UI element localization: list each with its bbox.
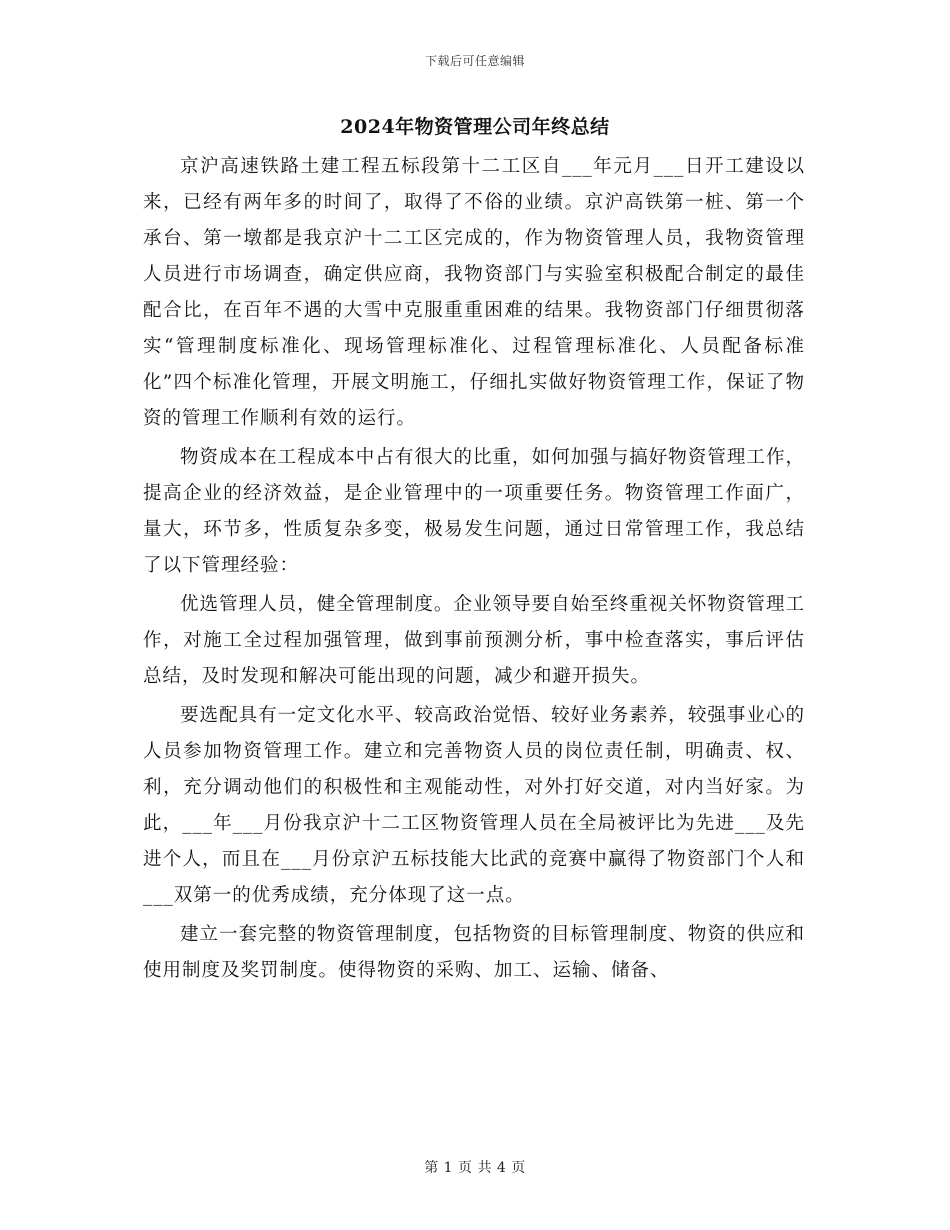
paragraph-intro: 京沪高速铁路土建工程五标段第十二工区自___年元月___日开工建设以来，已经有两年多的时间了，取得了不俗的业绩。京沪高铁第一桩、第一个承台、第一墩都是我京沪十二工区完成的，作为物资管理人员，我物资管理人员进行市场调查，确定供应商，我物资部门与实验室积极配合制定的最佳配合比，在百年不遇的大雪中克服重重困难的结果。我物资部门仔细贯彻落实“管理制度标准化、现场管理标准化、过程管理标准化、人员配备标准化”四个标准化管理，开展文明施工，仔细扎实做好物资管理工作，保证了物资的管理工作顺利有效的运行。 — [143, 156, 805, 429]
paragraph-system: 建立一套完整的物资管理制度，包括物资的目标管理制度、物资的供应和使用制度及奖罚制度。使得物资的采购、加工、运输、储备、 — [143, 924, 805, 981]
page-header-note: 下载后可任意编辑 — [424, 54, 525, 68]
paragraph-personnel: 优选管理人员，健全管理制度。企业领导要自始至终重视关怀物资管理工作，对施工全过程加强管理，做到事前预测分析，事中检查落实，事后评估总结，及时发现和解决可能出现的问题，减少和避开损失。 — [143, 594, 805, 687]
paragraph-cost: 物资成本在工程成本中占有很大的比重，如何加强与搞好物资管理工作，提高企业的经济效益，是企业管理中的一项重要任务。物资管理工作面广，量大，环节多，性质复杂多变，极易发生问题，通过日常管理工作，我总结了以下管理经验： — [143, 447, 805, 576]
document-body — [143, 149, 805, 989]
page-number: 第 1 页 共 4 页 — [424, 1160, 526, 1176]
document-title: 2024年物资管理公司年终总结 — [340, 116, 610, 138]
paragraph-staffing: 要选配具有一定文化水平、较高政治觉悟、较好业务素养，较强事业心的人员参加物资管理工作。建立和完善物资人员的岗位责任制，明确责、权、利，充分调动他们的积极性和主观能动性，对外打好交道，对内当好家。为此，___年___月份我京沪十二工区物资管理人员在全局被评比为先进___及先进个人，而且在___月份京沪五标技能大比武的竞赛中赢得了物资部门个人和___双第一的优秀成绩，充分体现了这一点。 — [143, 705, 805, 906]
